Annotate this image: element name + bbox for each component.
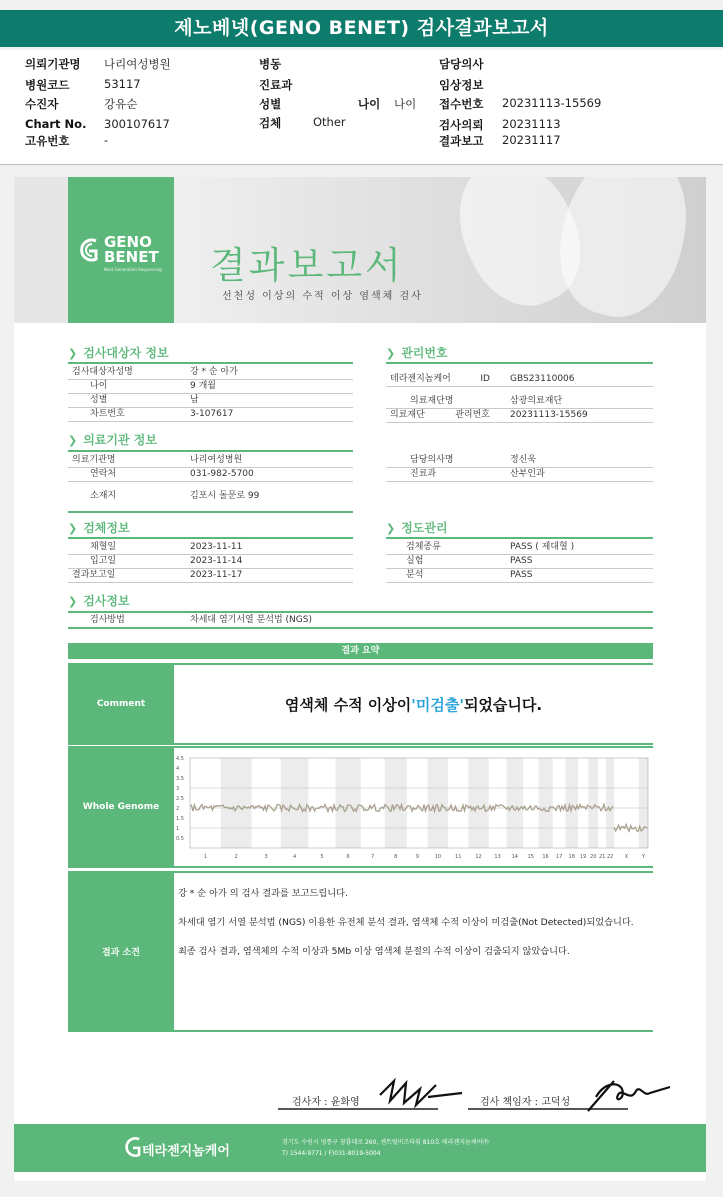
y-tick-label: 2.5 (176, 796, 184, 802)
chromosome-band (468, 758, 488, 848)
finding-paragraph: 강 * 순 아가 의 검사 결과를 보고드립니다. (178, 888, 348, 899)
y-tick-label: 1 (176, 826, 180, 832)
x-tick-label: Y (641, 854, 645, 860)
examiner-label: 검사자 : 윤화영 (292, 1097, 360, 1108)
geno-logo-icon (78, 235, 100, 265)
report-title-bar (0, 10, 723, 47)
info-row: 채혈일 2023-11-11 (68, 541, 353, 555)
x-tick-label: 14 (511, 854, 519, 860)
company-logo-icon (122, 1134, 144, 1160)
chevron-right-icon: ❯ (68, 347, 78, 360)
info-row: 검사대상자성명 강 * 순 아가 (68, 366, 353, 380)
chevron-right-icon: ❯ (68, 434, 78, 447)
finding-paragraph: 차세대 염기 서열 분석법 (NGS) 이용한 유전체 분석 결과, 염색체 수적 이상이 미검출(Not Detected)되었습니다. (178, 917, 634, 928)
findings-label: 결과 소견 (68, 873, 174, 1030)
divider (386, 537, 653, 539)
header-info (0, 50, 723, 165)
whole-genome-chart (174, 748, 653, 866)
info-row: 의료기관명 나리여성병원 (68, 454, 353, 468)
field-value: 53117 (104, 77, 141, 91)
field-label: 고유번호 (25, 134, 70, 148)
x-tick-label: 15 (527, 854, 534, 860)
info-row: 성별 남 (68, 394, 353, 408)
field-label: 검체 (259, 116, 282, 130)
y-tick-label: 3 (176, 786, 180, 792)
field-label: 검사의뢰 (439, 118, 484, 132)
chromosome-band (385, 758, 407, 848)
field-label: 수진자 (25, 97, 59, 111)
x-tick-label: 9 (415, 854, 419, 860)
plot-frame (190, 758, 648, 848)
x-tick-label: 7 (371, 854, 375, 860)
info-row: 나이 9 개월 (68, 380, 353, 394)
chromosome-band (566, 758, 578, 848)
logo-tagline: Next Generation Sequencing (104, 267, 162, 272)
chromosome-band (588, 758, 598, 848)
field-label: 임상정보 (439, 78, 484, 92)
info-row: 차트번호 3-107617 (68, 408, 353, 422)
findings-text (178, 887, 650, 974)
company-address: 경기도 수원시 영통구 창룡대로 260, 센트럴비즈타워 810호 테라젠지놈케어㈜ T) 1544-9771 / F)031-8019-5004 (282, 1139, 489, 1157)
section-title-qc: ❯ 정도관리 (386, 521, 448, 535)
x-tick-label: 4 (292, 854, 297, 860)
x-tick-label: 17 (555, 854, 563, 860)
section-title-specimen: ❯ 검체정보 (68, 521, 130, 535)
chevron-right-icon: ❯ (68, 595, 78, 608)
info-row: 입고일 2023-11-14 (68, 555, 353, 569)
info-row: 검체종류 PASS ( 제대혈 ) (386, 541, 653, 555)
divider (68, 450, 353, 452)
field-value: 나리여성병원 (104, 57, 171, 71)
info-row: 소재지 김포시 돌문로 99 (90, 491, 260, 501)
foot-shape (544, 177, 704, 323)
field-label: 접수번호 (439, 97, 484, 111)
field-label: 의뢰기관명 (25, 57, 81, 71)
supervisor-label: 검사 책임자 : 고덕성 (480, 1097, 571, 1108)
comment-text: 염색체 수적 이상이 '미검출' 되었습니다. (284, 695, 543, 714)
divider (68, 362, 353, 364)
x-tick-label: 21 (598, 854, 606, 860)
banner-title: 결과보고서 (210, 244, 404, 287)
finding-paragraph: 최종 검사 결과, 염색체의 수적 이상과 5Mb 이상 염색체 분절의 수적 이상이 검출되지 않았습니다. (178, 946, 570, 957)
field-label: 나이 (358, 97, 381, 111)
chromosome-band (281, 758, 309, 848)
x-tick-label: 10 (434, 854, 442, 860)
field-value: 300107617 (104, 117, 170, 131)
report-banner (14, 177, 706, 323)
supervisor-signature (584, 1073, 674, 1115)
company-footer (14, 1124, 706, 1172)
x-tick-label: 22 (606, 854, 614, 860)
banner-subtitle: 선천성 이상의 수적 이상 염색체 검사 (222, 291, 423, 302)
field-label: 진료과 (259, 78, 293, 92)
field-label: 병원코드 (25, 78, 70, 92)
divider (386, 362, 653, 364)
info-row: 의료재단명 삼광의료재단 (386, 395, 653, 409)
company-name: 테라젠지놈케어 (142, 1144, 230, 1159)
divider (68, 537, 353, 539)
field-value: 20231117 (502, 133, 561, 147)
info-row: 담당의사명 정신욱 (386, 454, 653, 468)
field-label: 결과보고 (439, 134, 484, 148)
info-row: 결과보고일 2023-11-17 (68, 569, 353, 583)
info-row: 실험 PASS (386, 555, 653, 569)
x-tick-label: 2 (234, 854, 238, 860)
chromosome-band (606, 758, 614, 848)
field-value: - (104, 133, 109, 147)
y-tick-label: 4 (176, 766, 180, 772)
x-tick-label: 3 (264, 854, 268, 860)
y-tick-label: 2 (176, 806, 180, 812)
comment-block (68, 663, 653, 745)
chromosome-band (335, 758, 360, 848)
chromosome-band (221, 758, 252, 848)
report-page (14, 177, 706, 1181)
chromosome-band (538, 758, 552, 848)
x-tick-label: 12 (475, 854, 482, 860)
info-row: 연락처 031-982-5700 (68, 468, 353, 482)
field-label: 담당의사 (439, 57, 484, 71)
y-tick-label: 1.5 (176, 816, 184, 822)
info-row: 진료과 산부인과 (386, 468, 653, 482)
field-value: 20231113-15569 (502, 96, 602, 110)
section-title-subject: ❯ 검사대상자 정보 (68, 346, 169, 360)
field-value: 20231113 (502, 117, 561, 131)
genome-block (68, 746, 653, 868)
x-tick-label: 20 (590, 854, 597, 860)
comment-label: Comment (68, 665, 174, 743)
y-tick-label: 0.5 (176, 836, 184, 842)
findings-block (68, 871, 653, 1032)
section-title-management: ❯ 관리번호 (386, 346, 448, 360)
logo-text: GENO BENET (104, 233, 159, 266)
field-value: Other (313, 115, 346, 129)
section-title-institution: ❯ 의료기관 정보 (68, 433, 157, 447)
chromosome-band (507, 758, 524, 848)
summary-header: 결과 요약 (68, 643, 653, 659)
divider (68, 611, 653, 613)
x-tick-label: 13 (494, 854, 501, 860)
y-tick-label: 4.5 (176, 756, 184, 762)
chromosome-band (639, 758, 648, 848)
x-tick-label: 19 (579, 854, 587, 860)
x-tick-label: 1 (203, 854, 207, 860)
field-label: Chart No. (25, 117, 87, 131)
x-tick-label: 16 (542, 854, 549, 860)
info-row: 분석 PASS (386, 569, 653, 583)
field-value: 나이 (394, 97, 417, 111)
genome-label: Whole Genome (68, 748, 174, 866)
chromosome-band (428, 758, 448, 848)
chevron-right-icon: ❯ (386, 347, 396, 360)
x-tick-label: 6 (346, 854, 350, 860)
chevron-right-icon: ❯ (386, 522, 396, 535)
y-tick-label: 3.5 (176, 776, 184, 782)
field-label: 성별 (259, 97, 282, 111)
examiner-signature (376, 1075, 466, 1111)
info-row: 테라젠지놈케어 ID GBS23110006 (386, 373, 653, 387)
info-row: 검사방법 차세대 염기서열 분석법 (NGS) (68, 614, 653, 629)
x-tick-label: 8 (394, 854, 398, 860)
geno-benet-logo (68, 177, 174, 323)
field-value: 강유순 (104, 97, 138, 111)
chevron-right-icon: ❯ (68, 522, 78, 535)
info-row: 의료재단 관리번호 20231113-15569 (386, 409, 653, 423)
x-tick-label: 5 (320, 854, 324, 860)
report-title: 제노베넷(GENO BENET) 검사결과보고서 (174, 17, 549, 39)
x-tick-label: 11 (455, 854, 462, 860)
x-tick-label: X (624, 854, 629, 860)
section-title-method: ❯ 검사정보 (68, 594, 130, 608)
x-tick-label: 18 (568, 854, 575, 860)
divider (68, 511, 353, 513)
field-label: 병동 (259, 57, 282, 71)
